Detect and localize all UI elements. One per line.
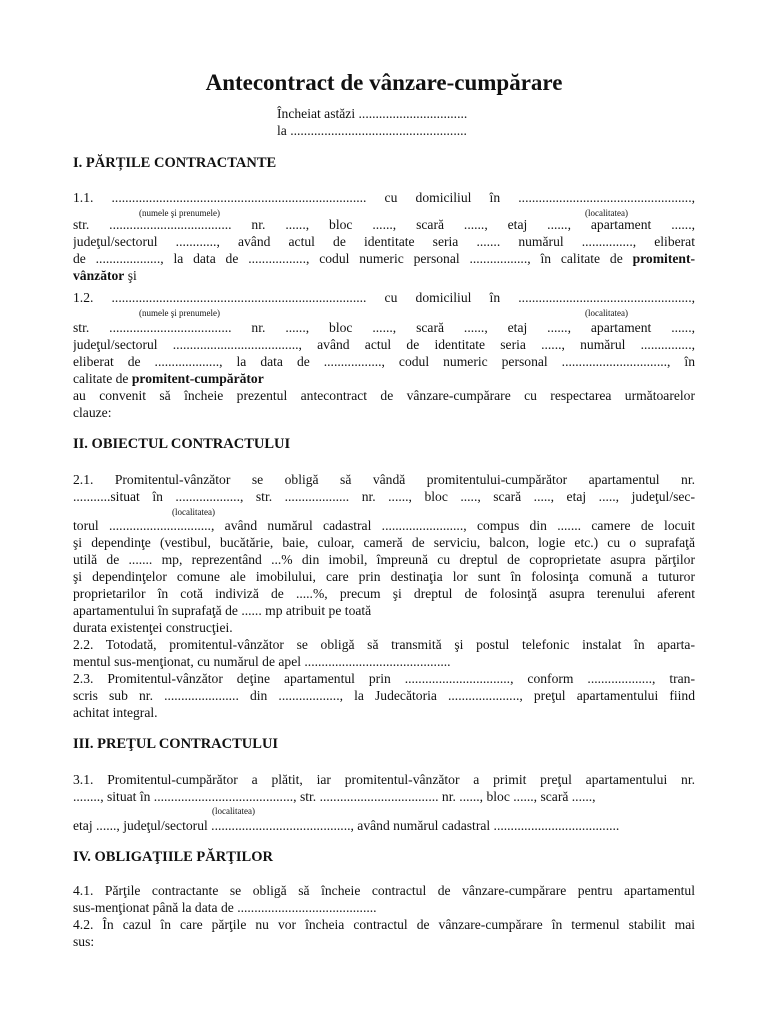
- clause-line: şi dependinţe (vestibul, bucătărie, baie, culoar, cameră de serviciu, balcon, logie etc.) cu o suprafaţă: [73, 535, 695, 550]
- concluded-place-line: la ....................................................: [277, 123, 467, 138]
- clause-1-1: [73, 189, 695, 284]
- section-heading-price: III. PREŢUL CONTRACTULUI: [73, 736, 279, 752]
- clause-line: torul .............................., având numărul cadastral ........................, compus din ....... camere de locuit: [73, 518, 695, 533]
- clause-line: au convenit să încheie prezentul antecontract de vânzare-cumpărare cu respectarea următoarelor: [73, 388, 695, 403]
- clause-line: clauze:: [73, 405, 112, 420]
- clause-line: scris sub nr. ...................... din .................., la Judecătoria ....................., preţul apartamentului fiind: [73, 688, 695, 703]
- clause-line: etaj ......, judeţul/sectorul ........................................., având numărul cadastral .....................................: [73, 818, 620, 833]
- clause-line: eliberat de ..................., la data de ................., codul numeric personal ..............................., în: [73, 354, 695, 369]
- concluded-info: [277, 106, 467, 140]
- clause-line: 1.2. ........................................................................... cu domiciliul în ...................................................,: [73, 290, 695, 305]
- clause-line: sus:: [73, 934, 95, 949]
- role-label: vânzător: [73, 268, 125, 283]
- clause-line: proprietarilor în cotă indiviză de .....%, precum şi dreptul de folosinţă asupra terenului aferent: [73, 586, 695, 601]
- caption-locality: (localitatea): [172, 507, 215, 517]
- caption-name: (numele şi prenumele): [139, 308, 220, 318]
- concluded-date-line: Încheiat astăzi ................................: [277, 106, 468, 121]
- clause-2-3: [73, 670, 695, 721]
- clause-line: 2.1. Promitentul-vânzător se obligă să vândă promitentului-cumpărător apartamentul nr.: [73, 472, 695, 487]
- clause-line: de ..................., la data de ................., codul numeric personal ................., în calitate de promitent-: [73, 251, 695, 266]
- clause-line: judeţul/sectorul ....................................., având actul de identitate seria ......, numărul ...............,: [73, 337, 695, 352]
- caption-locality: (localitatea): [585, 308, 628, 318]
- clause-3-1: [73, 771, 695, 834]
- clause-line: 4.1. Părţile contractante se obligă să încheie contractul de vânzare-cumpărare pentru apartamentul: [73, 883, 695, 898]
- clause-line: şi dependinţelor comune ale imobilului, care prin destinaţia lor sunt în folosinţa comună a tuturor: [73, 569, 695, 584]
- clause-line: durata existenţei construcţiei.: [73, 620, 233, 635]
- clause-line: 4.2. În cazul în care părţile nu vor încheia contractul de vânzare-cumpărare în termenul stabilit mai: [73, 917, 695, 932]
- clause-line: str. .................................... nr. ......, bloc ......, scară ......, etaj ......, apartament ......,: [73, 320, 695, 335]
- clause-line: mentul sus-menţionat, cu numărul de apel ...........................................: [73, 654, 451, 669]
- clause-line: ........, situat în ........................................., str. ................................... nr. ......, bloc ......, scară ......,: [73, 789, 596, 804]
- document-title: Antecontract de vânzare-cumpărare: [205, 70, 563, 95]
- clause-line: 1.1. ........................................................................... cu domiciliul în ...................................................,: [73, 190, 695, 205]
- clause-line: 3.1. Promitentul-cumpărător a plătit, iar promitentul-vânzător a primit preţul apartamentului nr.: [73, 772, 695, 787]
- clause-line: achitat integral.: [73, 705, 158, 720]
- clause-line: vânzător şi: [73, 268, 137, 283]
- clause-2-1: [73, 471, 695, 636]
- clause-4-2: [73, 916, 695, 950]
- clause-line: 2.2. Totodată, promitentul-vânzător se obligă să transmită şi postul telefonic instalat în aparta-: [73, 637, 695, 652]
- clause-line: calitate de promitent-cumpărător: [73, 371, 264, 386]
- caption-locality: (localitatea): [212, 806, 255, 816]
- clause-line: apartamentului în suprafaţă de ...... mp atribuit pe toată: [73, 603, 372, 618]
- clause-line: sus-menţionat până la data de .........................................: [73, 900, 377, 915]
- clause-2-2: [73, 636, 695, 670]
- role-label: promitent-cumpărător: [131, 371, 264, 386]
- clause-4-1: [73, 882, 695, 916]
- caption-locality: (localitatea): [585, 208, 628, 218]
- clause-line: utilă de ....... mp, reprezentând ...% din imobil, împreună cu dreptul de coproprietate asupra părţilor: [73, 552, 695, 567]
- clause-line: judeţul/sectorul ............, având actul de identitate seria ....... numărul ..............., eliberat: [73, 234, 695, 249]
- section-heading-object: II. OBIECTUL CONTRACTULUI: [73, 436, 291, 452]
- role-label: promitent-: [632, 251, 695, 266]
- section-heading-obligations: IV. OBLIGAŢIILE PĂRŢILOR: [73, 849, 273, 865]
- section-heading-parties: I. PĂRȚILE CONTRACTANTE: [73, 155, 277, 171]
- clause-line: ...........situat în ..................., str. ................... nr. ......, bloc ....., scară ....., etaj ....., judeţul/sec-: [73, 489, 695, 504]
- clause-line: str. .................................... nr. ......, bloc ......, scară ......, etaj ......, apartament ......,: [73, 217, 695, 232]
- clause-line: 2.3. Promitentul-vânzător deţine apartamentul prin ..............................., conform ..................., tran-: [73, 671, 695, 686]
- caption-name: (numele şi prenumele): [139, 208, 220, 218]
